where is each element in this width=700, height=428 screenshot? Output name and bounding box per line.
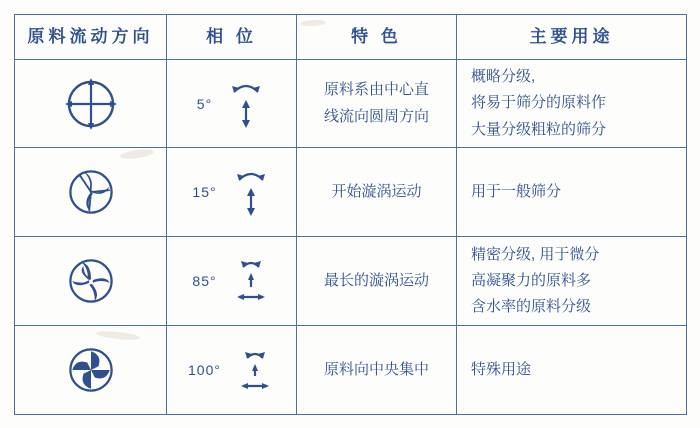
vibration-arrows-icon — [231, 253, 271, 309]
table-header-row — [15, 15, 687, 60]
flow-direction-cell — [15, 326, 167, 415]
main-use-cell — [457, 326, 687, 415]
main-use-text — [457, 357, 686, 383]
phase-angle-label: 100° — [188, 362, 221, 378]
vibration-arrows-icon — [226, 76, 266, 132]
flow-direction-cell — [15, 60, 167, 148]
main-use-cell — [457, 148, 687, 237]
feature-cell — [297, 148, 457, 237]
main-use-line: 将易于筛分的原料作 — [471, 94, 607, 112]
phase-inner — [167, 253, 296, 309]
phase-angle-label: 85° — [192, 273, 217, 289]
main-use-line: 精密分级, 用于微分 — [471, 245, 600, 263]
main-use-line: 概略分级, — [471, 68, 536, 86]
feature-text — [297, 77, 456, 130]
main-use-line: 特殊用途 — [471, 360, 532, 378]
phase-inner — [167, 164, 296, 220]
phase-inner — [167, 342, 296, 398]
column-header-main-use-label: 主要用途 — [529, 26, 614, 46]
column-header-phase-label: 相 位 — [206, 26, 257, 46]
table-row — [15, 237, 687, 326]
feature-text — [297, 179, 456, 205]
feature-line: 原料向中央集中 — [323, 360, 429, 378]
table-body — [15, 60, 687, 415]
phase-cell — [167, 148, 297, 237]
main-use-text — [457, 179, 686, 205]
main-use-line: 用于一般筛分 — [471, 182, 562, 200]
main-use-line: 含水率的原料分级 — [471, 298, 592, 316]
vibration-arrows-icon — [231, 164, 271, 220]
vibration-arrows-icon — [235, 342, 275, 398]
column-header-main-use — [457, 15, 687, 60]
column-header-feature — [297, 15, 457, 60]
column-header-flow-direction-label: 原料流动方向 — [27, 26, 154, 46]
feature-line: 最长的漩涡运动 — [323, 271, 429, 289]
table-row — [15, 326, 687, 415]
phase-cell — [167, 326, 297, 415]
column-header-phase — [167, 15, 297, 60]
cross-flow-icon — [59, 72, 123, 136]
main-use-text — [457, 64, 686, 143]
feature-text — [297, 268, 456, 294]
phase-cell — [167, 60, 297, 148]
flow-direction-cell — [15, 148, 167, 237]
main-use-text — [457, 242, 686, 321]
feature-line: 线流向圆周方向 — [323, 107, 429, 125]
column-header-flow-direction — [15, 15, 167, 60]
table-row — [15, 148, 687, 237]
phase-inner — [167, 76, 296, 132]
screening-motion-table — [14, 14, 687, 415]
phase-angle-label: 15° — [192, 184, 217, 200]
three-blade-spiral-icon — [61, 162, 121, 222]
feature-cell — [297, 60, 457, 148]
five-blade-spiral-icon — [61, 251, 121, 311]
phase-cell — [167, 237, 297, 326]
table-row — [15, 60, 687, 148]
main-use-line: 大量分级粗粒的筛分 — [471, 120, 607, 138]
flow-direction-cell — [15, 237, 167, 326]
main-use-cell — [457, 237, 687, 326]
feature-line: 原料系由中心直 — [323, 81, 429, 99]
four-blade-pinwheel-icon — [61, 340, 121, 400]
table-header — [15, 15, 687, 60]
feature-line: 开始漩涡运动 — [331, 182, 422, 200]
feature-cell — [297, 237, 457, 326]
feature-text — [297, 357, 456, 383]
column-header-feature-label: 特 色 — [351, 26, 402, 46]
main-use-line: 高凝聚力的原料多 — [471, 271, 592, 289]
feature-cell — [297, 326, 457, 415]
phase-angle-label: 5° — [196, 95, 213, 112]
main-use-cell — [457, 60, 687, 148]
